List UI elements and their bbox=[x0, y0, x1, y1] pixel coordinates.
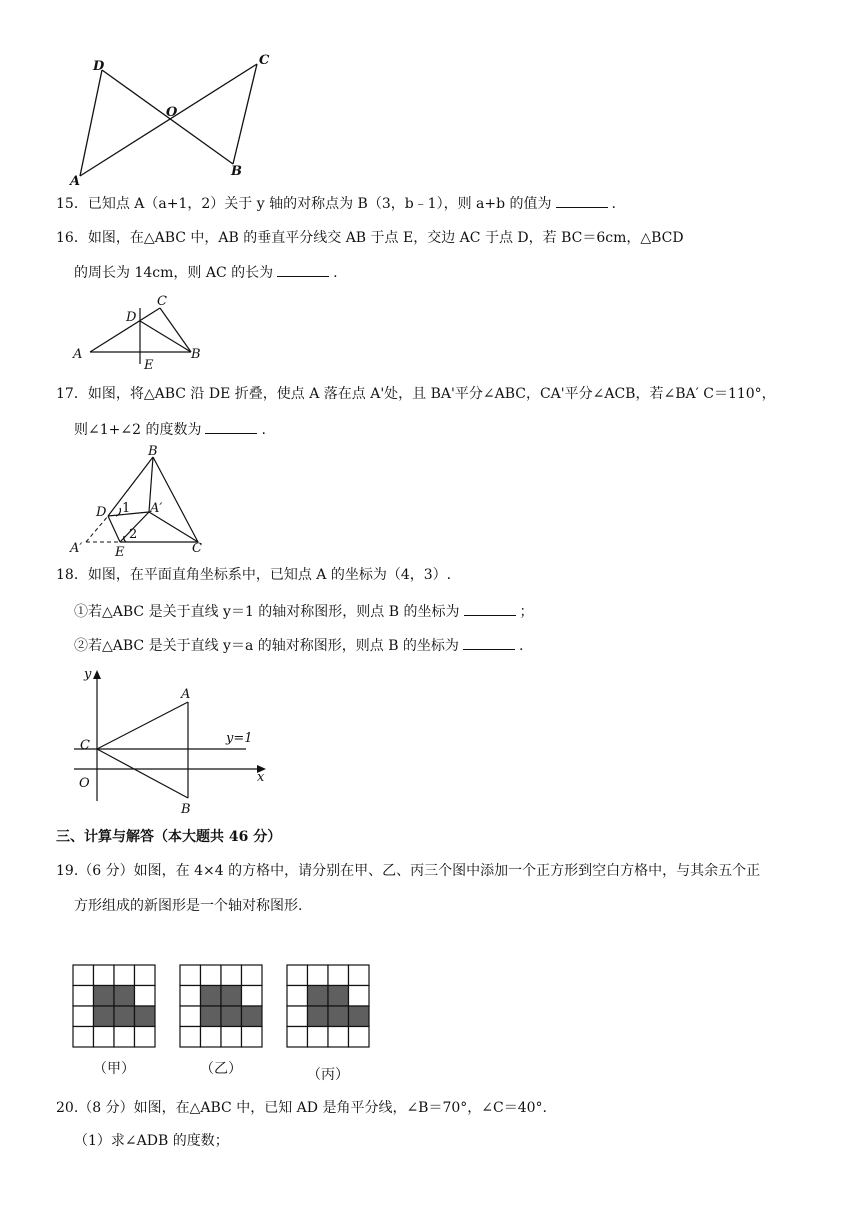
q16-end: . bbox=[333, 265, 338, 281]
q16-answer-blank[interactable] bbox=[277, 264, 329, 277]
q15-end: . bbox=[611, 196, 616, 212]
grid-cell-empty[interactable] bbox=[94, 965, 115, 986]
label-B: B bbox=[148, 444, 158, 459]
label-C: C bbox=[80, 738, 90, 753]
grid-cell-empty[interactable] bbox=[349, 986, 370, 1007]
question-19-line1 bbox=[56, 861, 760, 881]
q18-item1-end: ； bbox=[519, 604, 534, 620]
q17-text-1: 17．如图，将△ABC 沿 DE 折叠，使点 A 落在点 A'处，且 BA'平分∠ABC，CA'平分∠ACB，若∠BA′ C＝110°， bbox=[56, 386, 776, 402]
label-E: E bbox=[144, 358, 154, 373]
grid-cell-empty[interactable] bbox=[180, 986, 201, 1007]
grid-cell-empty[interactable] bbox=[328, 965, 349, 986]
label-D: D bbox=[126, 310, 137, 325]
grid-cell-empty[interactable] bbox=[180, 1006, 201, 1027]
grid-cell-shaded bbox=[221, 1006, 242, 1027]
question-18-line1 bbox=[56, 565, 451, 585]
grid-cell-shaded bbox=[308, 1006, 329, 1027]
grid-cell-empty[interactable] bbox=[287, 986, 308, 1007]
question-17-line1 bbox=[56, 384, 776, 404]
q18-item2-blank[interactable] bbox=[463, 637, 515, 650]
grid-cell-shaded bbox=[135, 1006, 156, 1027]
section-3-title-text: 三、计算与解答（本大题共 46 分） bbox=[56, 829, 282, 845]
grid-label-0: （甲） bbox=[93, 1061, 135, 1077]
grid-cell-shaded bbox=[94, 986, 115, 1007]
label-A: A bbox=[70, 174, 81, 189]
grid-cell-empty[interactable] bbox=[180, 965, 201, 986]
grid-cell-empty[interactable] bbox=[201, 965, 222, 986]
grid-cell-empty[interactable] bbox=[114, 1027, 135, 1048]
q20-item1-text: （1）求∠ADB 的度数； bbox=[74, 1133, 229, 1149]
grid-cell-empty[interactable] bbox=[221, 1027, 242, 1048]
grid-cell-empty[interactable] bbox=[287, 1027, 308, 1048]
figure-bowtie bbox=[60, 48, 290, 190]
grid-cell-empty[interactable] bbox=[180, 1027, 201, 1048]
grid-cell-empty[interactable] bbox=[308, 965, 329, 986]
grid-cell-empty[interactable] bbox=[349, 1027, 370, 1048]
grid-cell-empty[interactable] bbox=[114, 965, 135, 986]
grid-cell-shaded bbox=[242, 1006, 263, 1027]
q18-item1-text: ①若△ABC 是关于直线 y＝1 的轴对称图形，则点 B 的坐标为 bbox=[74, 604, 460, 620]
grid-cell-shaded bbox=[328, 986, 349, 1007]
figure-16 bbox=[66, 292, 216, 376]
q18-text-1: 18．如图，在平面直角坐标系中，已知点 A 的坐标为（4，3）. bbox=[56, 567, 452, 583]
grid-cell-empty[interactable] bbox=[349, 965, 370, 986]
q19-text-1: 19.（6 分）如图，在 4×4 的方格中，请分别在甲、乙、丙三个图中添加一个正方形到空白方格中，与其余五个正 bbox=[56, 863, 761, 879]
label-x-axis: x bbox=[257, 770, 265, 785]
label-D: D bbox=[93, 59, 105, 74]
grid-cell-shaded bbox=[308, 986, 329, 1007]
q18-item1-blank[interactable] bbox=[464, 603, 516, 616]
label-C: C bbox=[157, 294, 167, 309]
q18-item2-text: ②若△ABC 是关于直线 y＝a 的轴对称图形，则点 B 的坐标为 bbox=[74, 638, 459, 654]
label-A: A bbox=[73, 347, 83, 362]
label-B: B bbox=[191, 347, 201, 362]
figure-18-coordinate bbox=[70, 660, 280, 814]
grid-cell-empty[interactable] bbox=[135, 1027, 156, 1048]
grid-cell-empty[interactable] bbox=[73, 986, 94, 1007]
label-B: B bbox=[231, 164, 242, 179]
grid-cell-empty[interactable] bbox=[287, 965, 308, 986]
grid-cell-empty[interactable] bbox=[308, 1027, 329, 1048]
grid-cell-shaded bbox=[349, 1006, 370, 1027]
grid-cell-empty[interactable] bbox=[242, 965, 263, 986]
figure-17 bbox=[64, 444, 224, 560]
label-A-prime-inner: A′ bbox=[150, 501, 163, 516]
grid-cell-shaded bbox=[201, 986, 222, 1007]
grid-1[interactable] bbox=[179, 964, 265, 1050]
label-O: O bbox=[79, 776, 90, 791]
grid-cell-shaded bbox=[114, 986, 135, 1007]
grid-cell-empty[interactable] bbox=[201, 1027, 222, 1048]
q17-text-2: 则∠1+∠2 的度数为 bbox=[74, 422, 202, 438]
grid-cell-empty[interactable] bbox=[287, 1006, 308, 1027]
label-D: D bbox=[96, 505, 107, 520]
grid-cell-empty[interactable] bbox=[328, 1027, 349, 1048]
label-A: A bbox=[181, 687, 191, 702]
q18-item2-end: . bbox=[518, 638, 524, 654]
label-E: E bbox=[115, 545, 125, 560]
grid-cell-empty[interactable] bbox=[221, 965, 242, 986]
question-19-line2 bbox=[74, 896, 302, 916]
grid-label-2: （丙） bbox=[307, 1067, 349, 1083]
question-18-item2 bbox=[74, 636, 523, 656]
q15-answer-blank[interactable] bbox=[556, 195, 608, 208]
q16-text-2: 的周长为 14cm，则 AC 的长为 bbox=[74, 265, 274, 281]
q17-end: . bbox=[261, 422, 266, 438]
grid-cell-empty[interactable] bbox=[242, 1027, 263, 1048]
label-C: C bbox=[192, 541, 202, 556]
grid-cell-shaded bbox=[221, 986, 242, 1007]
question-17-line2 bbox=[74, 420, 266, 440]
grid-cell-empty[interactable] bbox=[73, 965, 94, 986]
question-20-line1 bbox=[56, 1098, 547, 1118]
question-16-line2 bbox=[74, 263, 338, 283]
q16-text-1: 16．如图，在△ABC 中，AB 的垂直平分线交 AB 于点 E，交边 AC 于点 D，若 BC＝6cm，△BCD bbox=[56, 230, 684, 246]
grid-cell-empty[interactable] bbox=[135, 965, 156, 986]
q19-text-2: 方形组成的新图形是一个轴对称图形. bbox=[74, 898, 303, 914]
angle-1-label: 1 bbox=[122, 501, 131, 516]
grid-cell-shaded bbox=[114, 1006, 135, 1027]
label-C: C bbox=[259, 53, 270, 68]
grid-cell-empty[interactable] bbox=[242, 986, 263, 1007]
grid-2[interactable] bbox=[286, 964, 372, 1050]
label-y-eq-1: y=1 bbox=[226, 731, 253, 746]
label-y-axis: y bbox=[84, 667, 92, 682]
question-20-item1 bbox=[74, 1131, 229, 1151]
grid-0[interactable] bbox=[72, 964, 158, 1050]
grid-cell-empty[interactable] bbox=[135, 986, 156, 1007]
angle-2-label: 2 bbox=[129, 527, 138, 542]
label-B: B bbox=[181, 802, 191, 814]
grid-cell-shaded bbox=[201, 1006, 222, 1027]
question-15 bbox=[56, 194, 616, 214]
label-A-prime-outer: A′ bbox=[70, 541, 83, 556]
grid-cell-empty[interactable] bbox=[73, 1027, 94, 1048]
question-18-item1 bbox=[74, 602, 534, 622]
question-16-line1 bbox=[56, 228, 684, 248]
grid-cell-shaded bbox=[328, 1006, 349, 1027]
q20-text-1: 20.（8 分）如图，在△ABC 中，已知 AD 是角平分线，∠B＝70°，∠C＝40°. bbox=[56, 1100, 547, 1116]
label-O: O bbox=[166, 105, 178, 120]
grid-cell-shaded bbox=[94, 1006, 115, 1027]
grid-cell-empty[interactable] bbox=[94, 1027, 115, 1048]
q15-text: 15．已知点 A（a+1，2）关于 y 轴的对称点为 B（3，b﹣1），则 a+b 的值为 bbox=[56, 196, 552, 212]
grid-label-1: （乙） bbox=[200, 1061, 242, 1077]
q17-answer-blank[interactable] bbox=[205, 421, 257, 434]
section-3-title bbox=[56, 826, 281, 846]
grid-cell-empty[interactable] bbox=[73, 1006, 94, 1027]
